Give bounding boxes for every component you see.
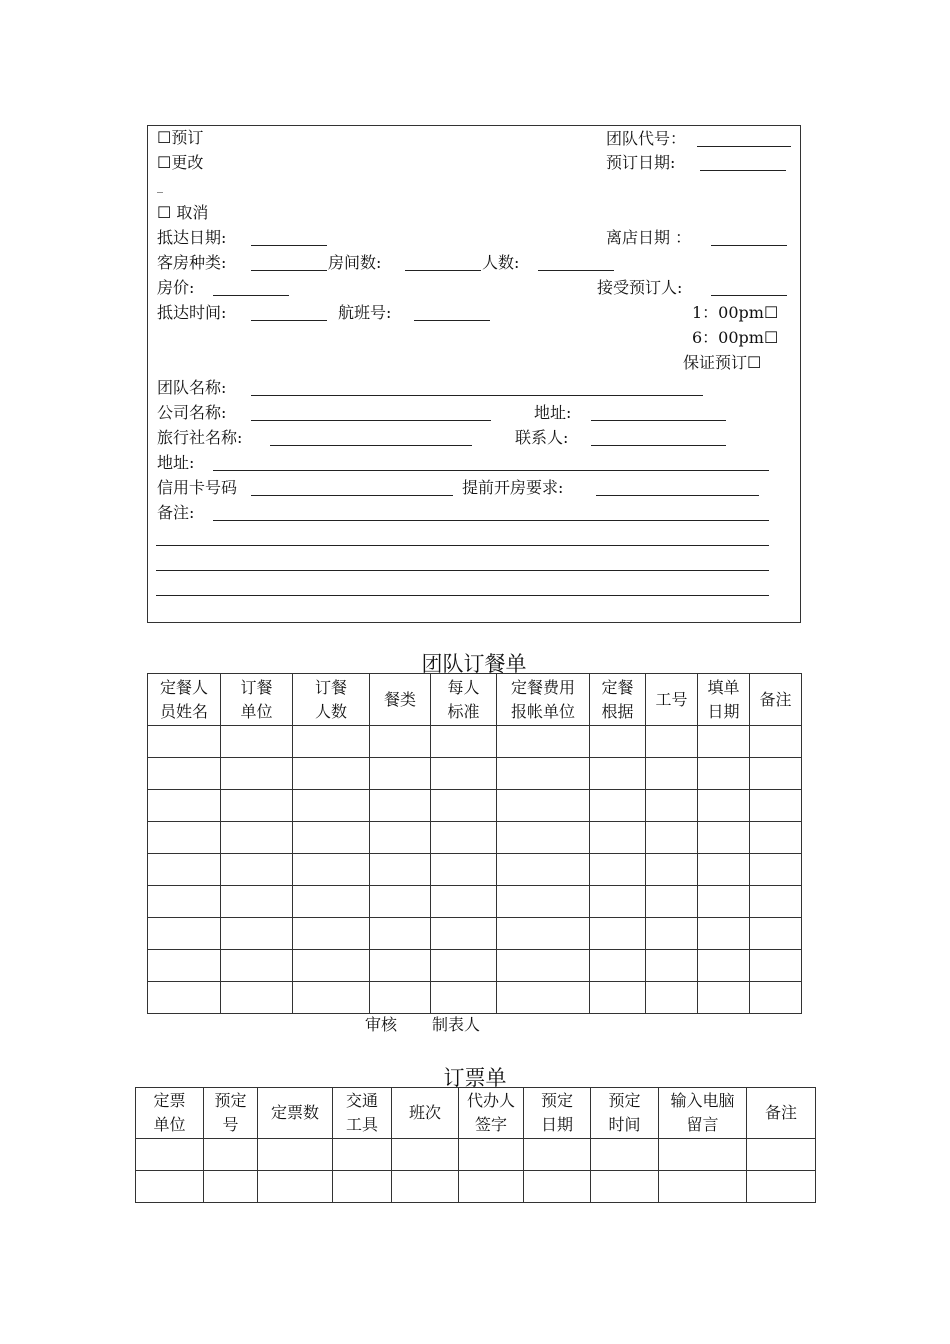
table-cell[interactable] (370, 886, 431, 918)
table-cell[interactable] (698, 950, 750, 982)
table-cell[interactable] (392, 1171, 459, 1203)
table-cell[interactable] (497, 950, 590, 982)
table-cell[interactable] (590, 854, 646, 886)
table-cell[interactable] (590, 982, 646, 1014)
table-cell[interactable] (370, 726, 431, 758)
table-cell[interactable] (431, 790, 497, 822)
table-cell[interactable] (590, 918, 646, 950)
table-cell[interactable] (221, 918, 293, 950)
arrival-time-field[interactable] (251, 320, 327, 321)
table-cell[interactable] (750, 758, 802, 790)
table-cell[interactable] (497, 822, 590, 854)
room-count-field[interactable] (405, 270, 481, 271)
ticket-col-header: 代办人 签字 (459, 1088, 524, 1139)
meal-table-row (148, 758, 802, 790)
table-cell[interactable] (497, 726, 590, 758)
meal-table-row (148, 982, 802, 1014)
guaranteed-checkbox[interactable]: 保证预订☐ (683, 353, 762, 372)
room-type-field[interactable] (251, 270, 327, 271)
table-cell[interactable] (148, 822, 221, 854)
meal-col-header: 定餐费用 报帐单位 (497, 674, 590, 726)
table-cell[interactable] (136, 1171, 204, 1203)
ticket-table-row (136, 1139, 816, 1171)
table-cell[interactable] (698, 726, 750, 758)
table-cell[interactable] (497, 982, 590, 1014)
review-label: 审核 (365, 1015, 398, 1034)
table-cell[interactable] (293, 790, 370, 822)
table-cell[interactable] (293, 726, 370, 758)
table-cell[interactable] (750, 982, 802, 1014)
table-cell[interactable] (293, 758, 370, 790)
table-cell[interactable] (148, 982, 221, 1014)
table-cell[interactable] (698, 886, 750, 918)
meal-header-row (148, 674, 802, 726)
table-cell[interactable] (750, 726, 802, 758)
room-price-label: 房价: (157, 278, 195, 297)
group-name-label: 团队名称: (157, 378, 227, 397)
table-cell[interactable] (148, 950, 221, 982)
table-cell[interactable] (293, 886, 370, 918)
company-name-label: 公司名称: (157, 403, 227, 422)
table-cell[interactable] (136, 1139, 204, 1171)
ticket-col-header: 交通 工具 (333, 1088, 392, 1139)
table-cell[interactable] (431, 886, 497, 918)
table-cell[interactable] (258, 1139, 333, 1171)
table-cell[interactable] (431, 822, 497, 854)
table-cell[interactable] (750, 822, 802, 854)
accepted-by-label: 接受预订人: (597, 278, 683, 297)
ticket-col-header: 输入电脑 留言 (659, 1088, 747, 1139)
table-cell[interactable] (293, 950, 370, 982)
table-cell[interactable] (204, 1139, 258, 1171)
remarks-line[interactable] (156, 545, 769, 546)
reserve-checkbox[interactable]: ☐预订 (157, 128, 204, 147)
table-cell[interactable] (698, 854, 750, 886)
ticket-order-table (135, 1087, 816, 1203)
table-cell[interactable] (524, 1139, 591, 1171)
table-cell[interactable] (431, 950, 497, 982)
table-cell[interactable] (148, 790, 221, 822)
table-cell[interactable] (293, 822, 370, 854)
address-label-2: 地址: (157, 453, 195, 472)
table-cell[interactable] (497, 854, 590, 886)
meal-col-header: 每人 标准 (431, 674, 497, 726)
table-cell[interactable] (590, 758, 646, 790)
table-cell[interactable] (431, 726, 497, 758)
meal-col-header: 定餐人 员姓名 (148, 674, 221, 726)
table-cell[interactable] (750, 886, 802, 918)
table-cell[interactable] (524, 1171, 591, 1203)
arrival-date-label: 抵达日期: (157, 228, 227, 247)
meal-order-title: 团队订餐单 (421, 652, 527, 676)
meal-col-header: 餐类 (370, 674, 431, 726)
table-cell[interactable] (590, 822, 646, 854)
dash-mark: _ (157, 179, 163, 193)
room-type-label: 客房种类: (157, 253, 227, 272)
remarks-line[interactable] (156, 570, 769, 571)
ticket-table-row (136, 1171, 816, 1203)
meal-table-row (148, 726, 802, 758)
room-price-field[interactable] (213, 295, 289, 296)
table-cell[interactable] (698, 790, 750, 822)
table-cell[interactable] (646, 726, 698, 758)
table-cell[interactable] (148, 854, 221, 886)
meal-col-header: 填单 日期 (698, 674, 750, 726)
time-1pm-checkbox[interactable]: 1：00pm☐ (692, 303, 779, 322)
table-cell[interactable] (221, 758, 293, 790)
meal-table-row (148, 790, 802, 822)
ticket-col-header: 预定 号 (204, 1088, 258, 1139)
table-cell[interactable] (333, 1139, 392, 1171)
table-cell[interactable] (370, 918, 431, 950)
ticket-col-header: 定票数 (258, 1088, 333, 1139)
table-cell[interactable] (591, 1139, 659, 1171)
table-cell[interactable] (646, 982, 698, 1014)
meal-col-header: 工号 (646, 674, 698, 726)
remarks-label: 备注: (157, 503, 195, 522)
group-name-field[interactable] (251, 395, 703, 396)
table-cell[interactable] (431, 758, 497, 790)
table-cell[interactable] (750, 854, 802, 886)
credit-card-field[interactable] (251, 495, 453, 496)
table-cell[interactable] (750, 918, 802, 950)
flight-no-field[interactable] (414, 320, 490, 321)
ticket-header-row (136, 1088, 816, 1139)
table-cell[interactable] (221, 982, 293, 1014)
table-cell[interactable] (370, 854, 431, 886)
table-cell[interactable] (646, 918, 698, 950)
table-cell[interactable] (258, 1171, 333, 1203)
meal-col-header: 订餐 人数 (293, 674, 370, 726)
table-cell[interactable] (646, 854, 698, 886)
agency-name-field[interactable] (270, 445, 472, 446)
ticket-col-header: 备注 (747, 1088, 816, 1139)
table-cell[interactable] (221, 822, 293, 854)
table-cell[interactable] (659, 1139, 747, 1171)
table-cell[interactable] (497, 758, 590, 790)
agency-name-label: 旅行社名称: (157, 428, 243, 447)
meal-col-header: 订餐 单位 (221, 674, 293, 726)
table-cell[interactable] (221, 790, 293, 822)
table-cell[interactable] (659, 1171, 747, 1203)
table-cell[interactable] (698, 982, 750, 1014)
company-name-field[interactable] (251, 420, 491, 421)
table-cell[interactable] (221, 886, 293, 918)
table-cell[interactable] (459, 1171, 524, 1203)
ticket-col-header: 预定 日期 (524, 1088, 591, 1139)
group-code-label: 团队代号： (606, 129, 687, 148)
table-cell[interactable] (370, 982, 431, 1014)
reserve-date-label: 预订日期: (606, 153, 676, 172)
address-field-1[interactable] (591, 420, 726, 421)
ticket-col-header: 班次 (392, 1088, 459, 1139)
meal-col-header: 备注 (750, 674, 802, 726)
persons-field[interactable] (538, 270, 614, 271)
table-cell[interactable] (497, 918, 590, 950)
departure-date-label: 离店日期 ： (606, 228, 692, 247)
table-cell[interactable] (370, 950, 431, 982)
table-cell[interactable] (148, 886, 221, 918)
table-cell[interactable] (646, 822, 698, 854)
table-cell[interactable] (591, 1171, 659, 1203)
ticket-order-title: 订票单 (443, 1066, 507, 1090)
meal-order-table (147, 673, 802, 1014)
table-cell[interactable] (497, 790, 590, 822)
table-cell[interactable] (431, 918, 497, 950)
table-cell[interactable] (646, 950, 698, 982)
table-cell[interactable] (431, 854, 497, 886)
meal-table-row (148, 886, 802, 918)
table-cell[interactable] (293, 918, 370, 950)
table-cell[interactable] (750, 790, 802, 822)
table-cell[interactable] (148, 758, 221, 790)
table-cell[interactable] (590, 726, 646, 758)
table-cell[interactable] (221, 950, 293, 982)
table-cell[interactable] (370, 790, 431, 822)
contact-field[interactable] (591, 445, 726, 446)
table-cell[interactable] (497, 886, 590, 918)
remarks-field[interactable] (213, 520, 769, 521)
departure-date-field[interactable] (711, 245, 787, 246)
ticket-col-header: 定票 单位 (136, 1088, 204, 1139)
table-cell[interactable] (646, 886, 698, 918)
table-cell[interactable] (459, 1139, 524, 1171)
meal-table-row (148, 950, 802, 982)
table-cell[interactable] (747, 1139, 816, 1171)
credit-card-label: 信用卡号码 (157, 478, 238, 497)
table-cell[interactable] (370, 758, 431, 790)
table-cell[interactable] (221, 726, 293, 758)
table-cell[interactable] (698, 918, 750, 950)
table-cell[interactable] (392, 1139, 459, 1171)
address-field-2[interactable] (213, 470, 769, 471)
table-cell[interactable] (590, 790, 646, 822)
table-cell[interactable] (293, 982, 370, 1014)
table-cell[interactable] (590, 886, 646, 918)
table-cell[interactable] (221, 854, 293, 886)
persons-label: 人数: (482, 253, 520, 272)
table-cell[interactable] (148, 918, 221, 950)
ticket-col-header: 预定 时间 (591, 1088, 659, 1139)
group-code-field[interactable] (697, 146, 791, 147)
preparer-label: 制表人 (432, 1015, 481, 1034)
contact-label: 联系人: (515, 428, 569, 447)
table-cell[interactable] (646, 758, 698, 790)
reservation-form-box (147, 125, 801, 623)
reserve-date-field[interactable] (700, 170, 786, 171)
meal-col-header: 定餐 根据 (590, 674, 646, 726)
table-cell[interactable] (646, 790, 698, 822)
table-cell[interactable] (370, 822, 431, 854)
early-checkin-label: 提前开房要求: (462, 478, 564, 497)
arrival-date-field[interactable] (251, 245, 327, 246)
table-cell[interactable] (747, 1171, 816, 1203)
address-label-1: 地址: (534, 403, 572, 422)
table-cell[interactable] (698, 758, 750, 790)
remarks-line[interactable] (156, 595, 769, 596)
room-count-label: 房间数: (328, 253, 382, 272)
table-cell[interactable] (293, 854, 370, 886)
flight-no-label: 航班号: (338, 303, 392, 322)
table-cell[interactable] (698, 822, 750, 854)
accepted-by-field[interactable] (711, 295, 787, 296)
change-checkbox[interactable]: ☐更改 (157, 153, 204, 172)
table-cell[interactable] (750, 950, 802, 982)
table-cell[interactable] (590, 950, 646, 982)
cancel-checkbox[interactable]: ☐ 取消 (157, 203, 209, 222)
table-cell[interactable] (333, 1171, 392, 1203)
table-cell[interactable] (204, 1171, 258, 1203)
early-checkin-field[interactable] (596, 495, 759, 496)
meal-table-row (148, 854, 802, 886)
time-6pm-checkbox[interactable]: 6：00pm☐ (692, 328, 779, 347)
meal-table-row (148, 822, 802, 854)
table-cell[interactable] (431, 982, 497, 1014)
table-cell[interactable] (148, 726, 221, 758)
meal-table-row (148, 918, 802, 950)
arrival-time-label: 抵达时间: (157, 303, 227, 322)
